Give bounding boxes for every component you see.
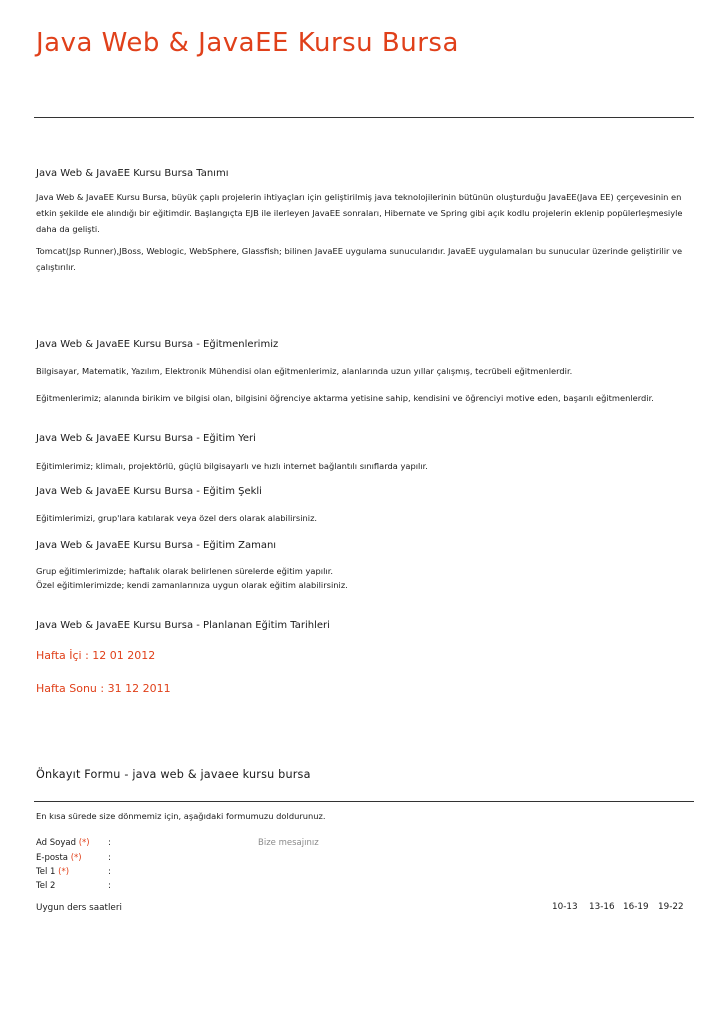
timing-paragraph-2: Özel eğitimlerimizde; kendi zamanlarınıza uygun olarak eğitim alabilirsiniz. — [36, 580, 348, 590]
phone1-label-text: Tel 1 — [36, 867, 56, 877]
format-heading: Java Web & JavaEE Kursu Bursa - Eğitim Şekli — [36, 486, 262, 497]
instructors-paragraph-1: Bilgisayar, Matematik, Yazılım, Elektronik Mühendisi olan eğitmenlerimiz, alanlarında uzun yıllar çalışmış, tecrübeli eğitmenlerdir. — [36, 366, 573, 376]
form-intro: En kısa sürede size dönmemiz için, aşağıdaki formumuzu doldurunuz. — [36, 811, 326, 821]
phone2-colon: : — [108, 881, 111, 891]
hours-option-16-19[interactable]: 16-19 — [623, 902, 649, 912]
hours-option-13-16[interactable]: 13-16 — [589, 902, 615, 912]
form-divider — [34, 801, 694, 802]
email-field-label — [36, 852, 82, 864]
name-label-text: Ad Soyad — [36, 838, 76, 848]
email-colon: : — [108, 853, 111, 863]
weekday-date: Hafta İçi : 12 01 2012 — [36, 649, 156, 662]
definition-paragraph-2: Tomcat(Jsp Runner),JBoss, Weblogic, WebSphere, Glassfish; bilinen JavaEE uygulama sunucularıdır. JavaEE uygulamaları bu sunucular üzerinde geliştirilir ve çalıştırılır. — [36, 246, 683, 272]
name-colon: : — [108, 838, 111, 848]
title-divider — [34, 117, 694, 118]
phone2-field-label — [36, 880, 55, 892]
phone1-colon: : — [108, 867, 111, 877]
timing-paragraph-1: Grup eğitimlerimizde; haftalık olarak belirlenen sürelerde eğitim yapılır. — [36, 566, 333, 576]
phone2-label-text: Tel 2 — [36, 881, 56, 891]
page-title: Java Web & JavaEE Kursu Bursa — [36, 28, 459, 58]
location-heading: Java Web & JavaEE Kursu Bursa - Eğitim Yeri — [36, 433, 256, 444]
format-paragraph: Eğitimlerimizi, grup'lara katılarak veya özel ders olarak alabilirsiniz. — [36, 513, 318, 523]
email-required-mark: (*) — [70, 853, 82, 863]
name-field-label — [36, 837, 90, 849]
hours-label: Uygun ders saatleri — [36, 903, 122, 913]
form-title: Önkayıt Formu - java web & javaee kursu bursa — [36, 768, 311, 781]
hours-option-10-13[interactable]: 10-13 — [552, 902, 578, 912]
name-required-mark: (*) — [78, 838, 90, 848]
instructors-heading: Java Web & JavaEE Kursu Bursa - Eğitmenlerimiz — [36, 339, 279, 350]
message-textarea[interactable]: Bize mesajınız — [258, 838, 319, 848]
location-paragraph: Eğitimlerimiz; klimalı, projektörlü, güçlü bilgisayarlı ve hızlı internet bağlantılı sınıflarda yapılır. — [36, 461, 428, 471]
definition-paragraph-1: Java Web & JavaEE Kursu Bursa, büyük çaplı projelerin ihtiyaçları için geliştirilmiş java teknolojilerinin bütünün oluşturduğu JavaEE(Java EE) çerçevesinin en etkin şekilde ele alındığı bir eğitimdir. Başlangıçta EJB ile ilerleyen JavaEE sonraları, Hibernate ve Spring gibi açık kodlu projelerin eklenip popülerleşmesiyle daha da gelişti. — [36, 192, 683, 234]
email-label-text: E-posta — [36, 853, 69, 863]
phone1-field-label — [36, 866, 69, 878]
hours-option-19-22[interactable]: 19-22 — [658, 902, 684, 912]
timing-heading: Java Web & JavaEE Kursu Bursa - Eğitim Zamanı — [36, 540, 277, 551]
definition-heading: Java Web & JavaEE Kursu Bursa Tanımı — [36, 168, 229, 179]
schedule-heading: Java Web & JavaEE Kursu Bursa - Planlanan Eğitim Tarihleri — [36, 620, 330, 631]
phone1-required-mark: (*) — [58, 867, 70, 877]
instructors-paragraph-2: Eğitmenlerimiz; alanında birikim ve bilgisi olan, bilgisini öğrenciye aktarma yetisine sahip, kendisini ve öğrenciyi motive eden, başarılı eğitmenlerdir. — [36, 393, 654, 403]
weekend-date: Hafta Sonu : 31 12 2011 — [36, 682, 171, 695]
